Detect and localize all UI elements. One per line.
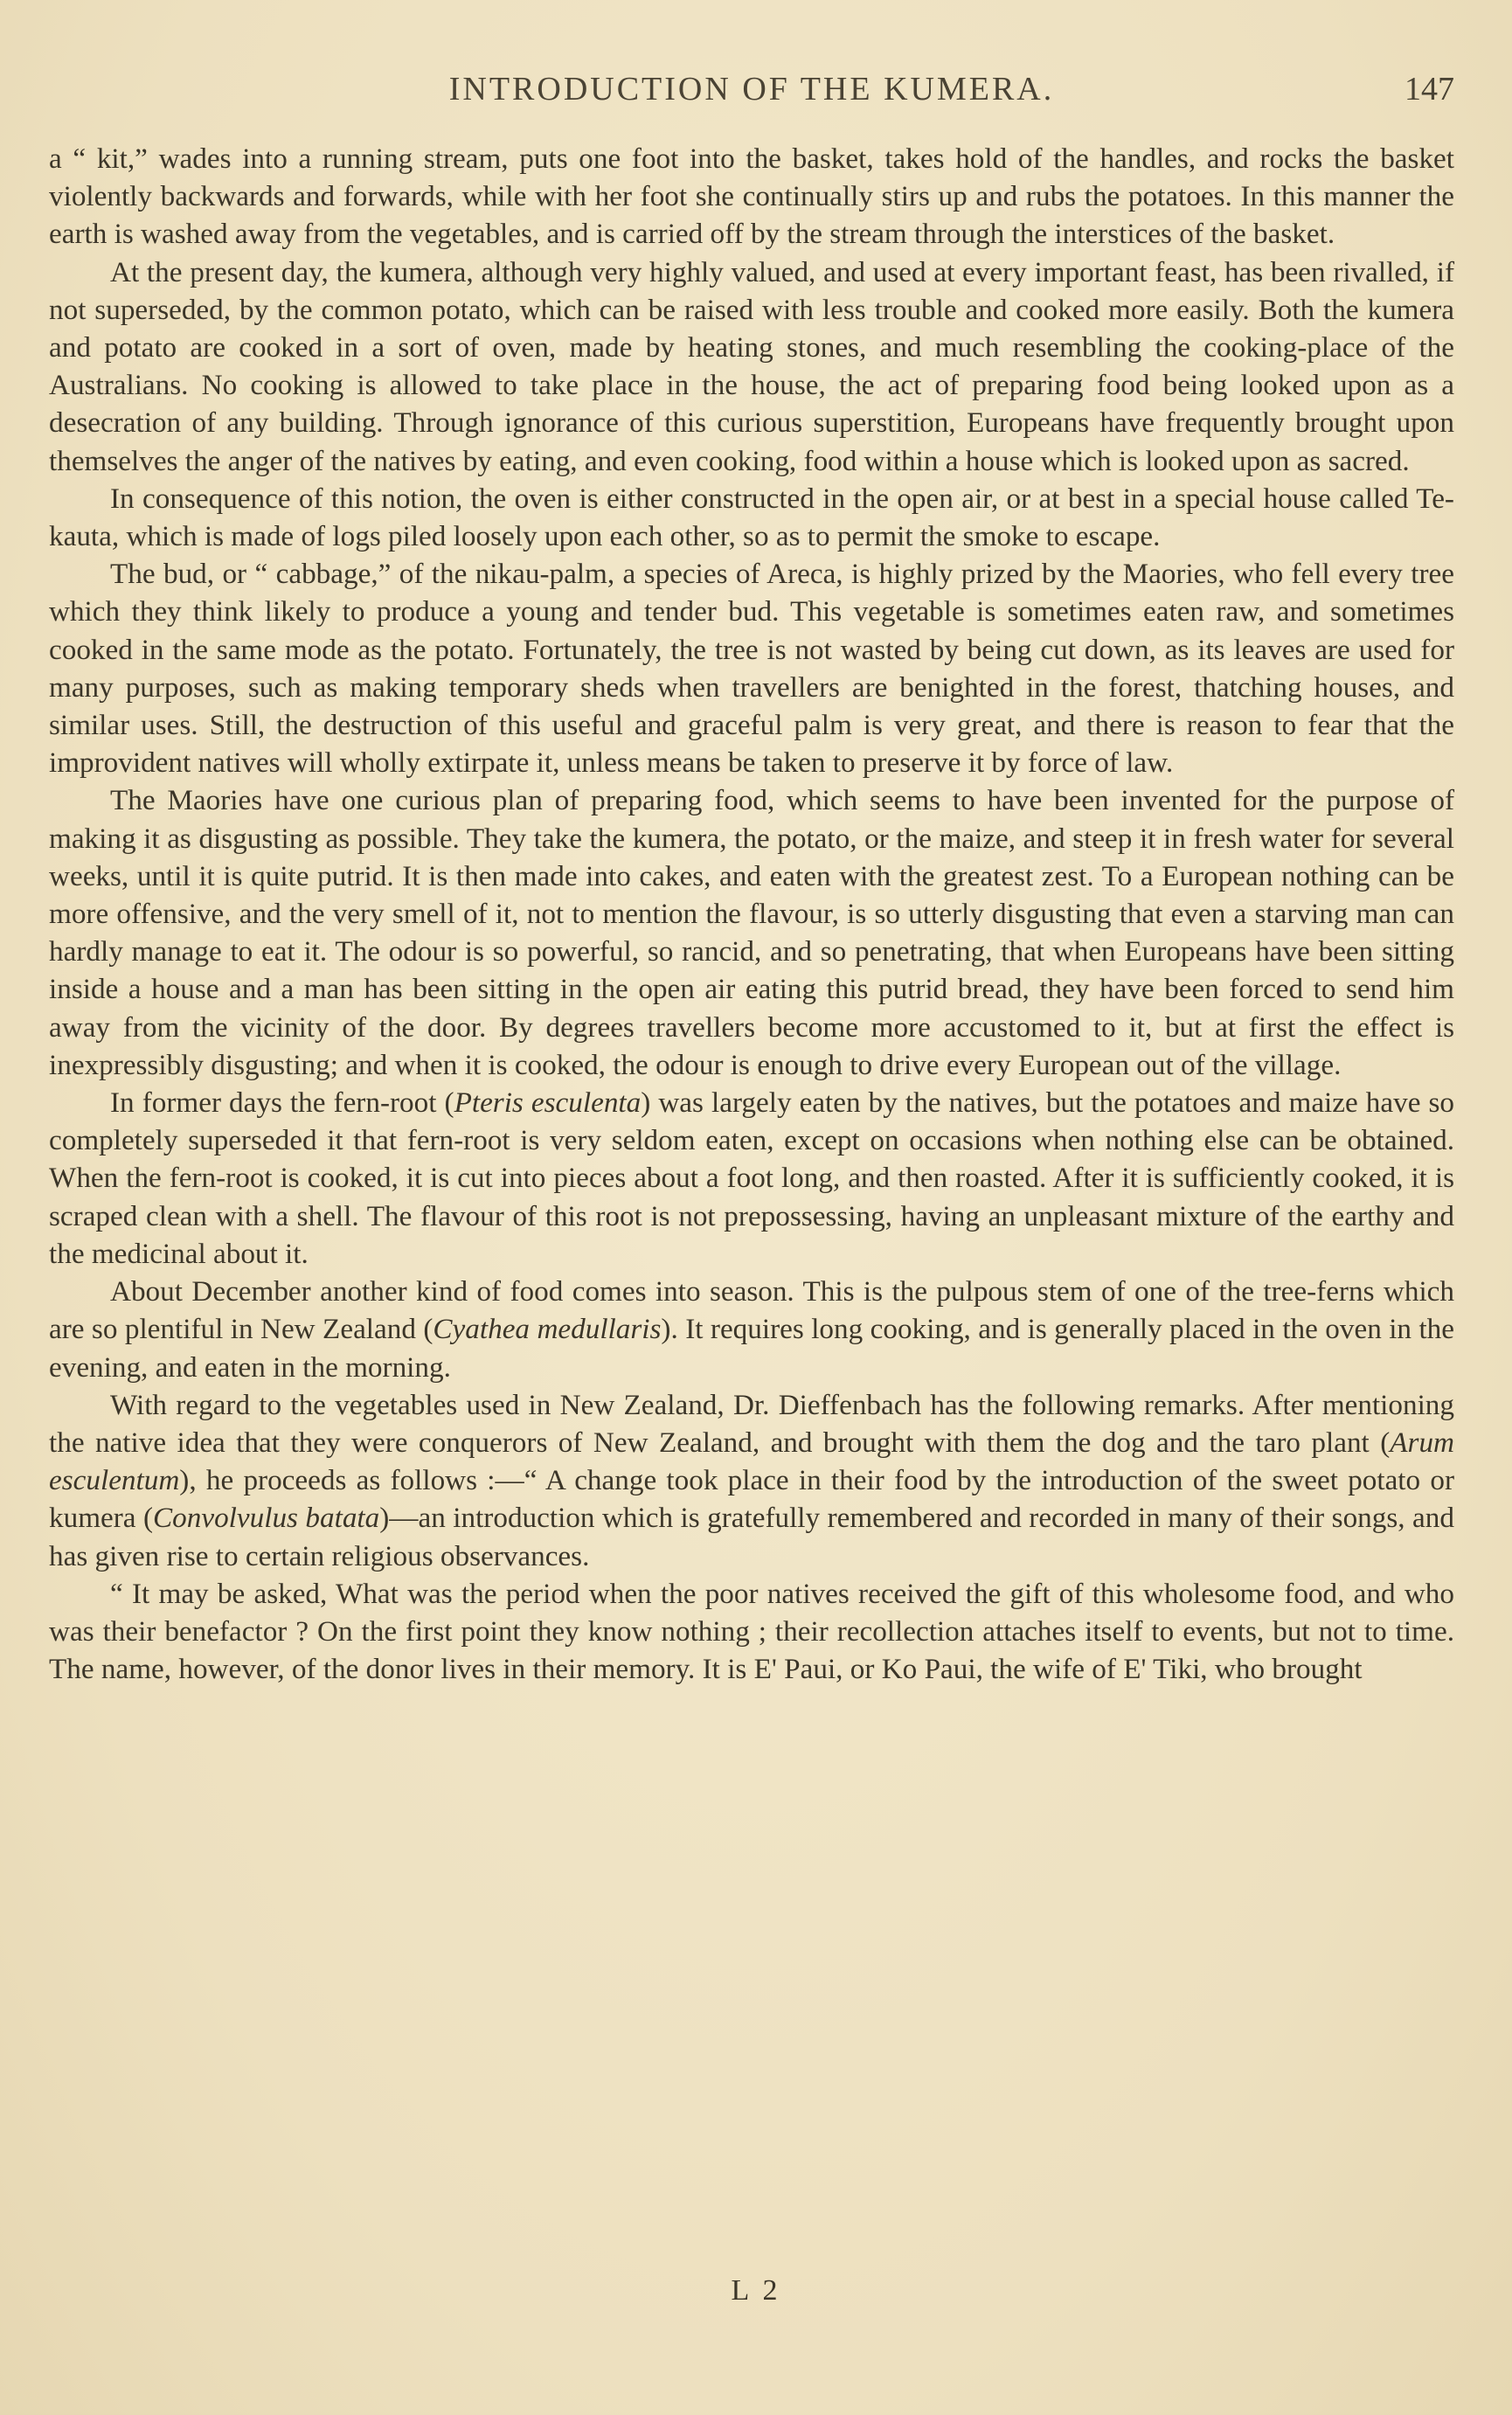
fern-root-text-1: In former days the fern-root ( — [110, 1086, 454, 1120]
tree-fern-text-2: ). It requires long cooking, and is generally placed in the oven in the evening, and eaten in the morning. — [49, 1313, 1454, 1384]
body-text — [49, 140, 1454, 1688]
tree-fern-text-1: About December another kind of food comes into season. This is the pulpous stem of one of the tree-ferns which are so plentiful in New Zealand ( — [49, 1275, 1454, 1346]
dieffenbach-text-3: )—an introduction which is gratefully remembered and recorded in many of their songs, and has given rise to certain religious observances. — [49, 1502, 1454, 1572]
paragraph-dieffenbach — [49, 1386, 1454, 1575]
taro-latin-name: Arum esculentum — [49, 1426, 1454, 1497]
dieffenbach-text-2: ), he proceeds as follows :—“ A change took place in their food by the introduction of the sweet potato or kumera ( — [49, 1464, 1454, 1535]
fern-root-text-2: ) was largely eaten by the natives, but the potatoes and maize have so completely superseded it that fern-root is very seldom eaten, except on occasions when nothing else can be obtained. When the fern-root is cooked, it is cut into pieces about a foot long, and then roasted. After it is sufficiently cooked, it is scraped clean with a shell. The flavour of this root is not prepossessing, having an unpleasant mixture of the earthy and the medicinal about it. — [49, 1086, 1455, 1270]
paragraph-kit-washing: a “ kit,” wades into a running stream, puts one foot into the basket, takes hold of the handles, and rocks the basket violently backwards and forwards, while with her foot she continually stirs up and rubs the potatoes. In this manner the earth is washed away from the vegetables, and is carried off by the stream through the interstices of the basket. — [49, 142, 1454, 251]
kumera-latin-name: Convolvulus batata — [153, 1502, 380, 1535]
signature-mark: L 2 — [731, 2274, 781, 2307]
running-title: INTRODUCTION OF THE KUMERA. — [448, 71, 1055, 108]
dieffenbach-text-1: With regard to the vegetables used in New Zealand, Dr. Dieffenbach has the following remarks. After mentioning the native idea that they were conquerors of New Zealand, and brought with them the dog and the taro plant ( — [49, 1388, 1454, 1459]
tree-fern-latin-name: Cyathea medullaris — [433, 1313, 662, 1346]
paragraph-tree-fern — [49, 1273, 1454, 1386]
paragraph-fern-root — [49, 1084, 1454, 1273]
paragraph-quotation: “ It may be asked, What was the period when the poor natives received the gift of this wholesome food, and who was their benefactor ? On the first point they know nothing ; their recollection attaches itself to events, but not to time. The name, however, of the donor lives in their memory. It is E' Paui, or Ko Paui, the wife of E' Tiki, who brought — [49, 1577, 1454, 1686]
paragraph-putrid-food: The Maories have one curious plan of preparing food, which seems to have been invented for the purpose of making it as disgusting as possible. They take the kumera, the potato, or the maize, and steep it in fresh water for several weeks, until it is quite putrid. It is then made into cakes, and eaten with the greatest zest. To a European nothing can be more offensive, and the very smell of it, not to mention the flavour, is so utterly disgusting that even a starving man can hardly manage to eat it. The odour is so powerful, so rancid, and so penetrating, that when Europeans have been sitting inside a house and a man has been sitting in the open air eating this putrid bread, they have been forced to send him away from the vicinity of the door. By degrees travellers become more accustomed to it, but at first the effect is inexpressibly disgusting; and when it is cooked, the odour is enough to drive every European out of the village. — [49, 784, 1454, 1081]
page-number: 147 — [1404, 71, 1454, 108]
paragraph-oven: In consequence of this notion, the oven is either constructed in the open air, or at best in a special house called Te-kauta, which is made of logs piled loosely upon each other, so as to permit the smoke to escape. — [49, 482, 1454, 553]
fern-root-latin-name: Pteris esculenta — [454, 1086, 642, 1120]
paragraph-kumera-potato: At the present day, the kumera, although very highly valued, and used at every important feast, has been rivalled, if not superseded, by the common potato, which can be raised with less trouble and cooked more easily. Both the kumera and potato are cooked in a sort of oven, made by heating stones, and much resembling the cooking-place of the Australians. No cooking is allowed to take place in the house, the act of preparing food being looked upon as a desecration of any building. Through ignorance of this curious superstition, Europeans have frequently brought upon themselves the anger of the natives by eating, and even cooking, food within a house which is looked upon as sacred. — [49, 255, 1454, 477]
page-header — [49, 66, 1454, 119]
paragraph-nikau-palm: The bud, or “ cabbage,” of the nikau-palm, a species of Areca, is highly prized by the Maories, who fell every tree which they think likely to produce a young and tender bud. This vegetable is sometimes eaten raw, and sometimes cooked in the same mode as the potato. Fortunately, the tree is not wasted by being cut down, as its leaves are used for many purposes, such as making temporary sheds when travellers are benighted in the forest, thatching houses, and similar uses. Still, the destruction of this useful and graceful palm is very great, and there is reason to fear that the improvident natives will wholly extirpate it, unless means be taken to preserve it by force of law. — [49, 558, 1454, 780]
